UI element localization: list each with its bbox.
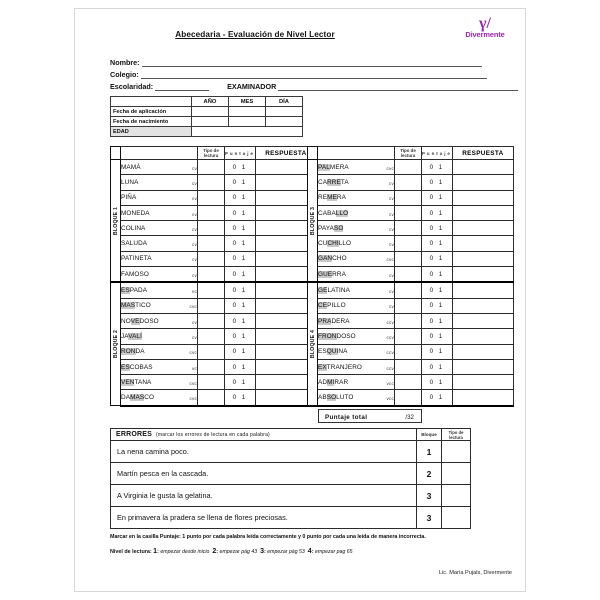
word-type: cv <box>389 304 394 310</box>
puntaje-cell[interactable]: 0 1 <box>225 251 256 266</box>
respuesta-cell[interactable] <box>452 190 513 205</box>
word-text: MAMÁ <box>121 163 141 171</box>
table-row <box>111 117 303 127</box>
table-row <box>308 267 514 283</box>
word-cell <box>318 298 395 313</box>
puntaje-cell[interactable]: 0 1 <box>422 267 453 283</box>
errores-title-cell <box>111 429 417 441</box>
word-cell <box>121 329 198 344</box>
puntaje-cell[interactable]: 0 1 <box>422 282 453 298</box>
footnote-levels-list: 1: empezar desde inicio 2: empezar pág 43 3: empezar pág 53 4: empezar pag 65 <box>153 548 353 555</box>
respuesta-cell[interactable] <box>452 236 513 251</box>
word-text: DAMASCO <box>121 394 155 402</box>
word-type: cvc <box>386 165 394 171</box>
tipo-lectura-cell[interactable] <box>395 251 422 266</box>
errores-sentence-1[interactable]: La nena camina poco. <box>111 441 417 463</box>
respuesta-cell[interactable] <box>452 175 513 190</box>
word-cell <box>318 359 395 374</box>
word-cell <box>318 313 395 328</box>
tipo-lectura-cell[interactable] <box>198 236 225 251</box>
word-cell <box>318 160 395 175</box>
word-type: vc <box>192 289 197 295</box>
word-type: cv <box>389 242 394 248</box>
field-colegio-input[interactable] <box>141 71 487 79</box>
word-cell <box>318 175 395 190</box>
table-row <box>111 190 317 205</box>
word-cell <box>318 190 395 205</box>
respuesta-cell[interactable] <box>452 359 513 374</box>
word-table-header-row <box>111 147 317 160</box>
puntaje-cell[interactable]: 0 1 <box>422 190 453 205</box>
errores-tipo-4[interactable] <box>442 507 471 529</box>
puntaje-cell[interactable]: 0 1 <box>225 344 256 359</box>
word-text: VENTANA <box>121 378 152 386</box>
word-text: ESPADA <box>121 287 148 295</box>
word-type: ccv <box>386 350 394 356</box>
puntaje-cell[interactable]: 0 1 <box>225 329 256 344</box>
word-cell <box>318 205 395 220</box>
block-label-cell <box>308 147 318 160</box>
table-row <box>308 282 514 298</box>
table-row <box>308 175 514 190</box>
field-escolaridad-label: Escolaridad: <box>110 82 154 91</box>
tipo-lectura-cell[interactable] <box>198 251 225 266</box>
puntaje-cell[interactable]: 0 1 <box>225 160 256 175</box>
errores-tipo-3[interactable] <box>442 485 471 507</box>
tipo-lectura-cell[interactable] <box>198 160 225 175</box>
table-row <box>308 344 514 359</box>
word-text: CEPILLO <box>318 302 346 310</box>
puntaje-header: Puntaje <box>422 147 453 160</box>
word-cell <box>121 282 198 298</box>
word-type: vc <box>192 365 197 371</box>
word-text: GUERRA <box>318 270 346 278</box>
tipo-lectura-cell[interactable] <box>198 221 225 236</box>
respuesta-cell[interactable] <box>452 205 513 220</box>
tipo-lectura-cell[interactable] <box>198 298 225 313</box>
puntaje-total-box <box>318 409 422 423</box>
puntaje-cell[interactable]: 0 1 <box>422 390 453 406</box>
word-type: cv <box>192 334 197 340</box>
word-text: FAMOSO <box>121 270 149 278</box>
errores-col-tipo: Tipo de lectura <box>442 429 471 441</box>
puntaje-cell[interactable]: 0 1 <box>422 313 453 328</box>
puntaje-cell[interactable]: 0 1 <box>225 190 256 205</box>
table-row <box>111 205 317 220</box>
tipo-lectura-cell[interactable] <box>395 175 422 190</box>
word-text: COLINA <box>121 224 146 232</box>
word-text: REMERA <box>318 194 346 202</box>
word-text: PAYASO <box>318 224 344 232</box>
date-row-aplicacion-mes[interactable] <box>229 107 266 117</box>
word-cell <box>121 359 198 374</box>
word-text: PIÑA <box>121 194 137 202</box>
puntaje-cell[interactable]: 0 1 <box>422 175 453 190</box>
word-type: cv <box>192 226 197 232</box>
puntaje-cell[interactable]: 0 1 <box>422 298 453 313</box>
word-type: cv <box>192 196 197 202</box>
word-type: cv <box>192 211 197 217</box>
respuesta-cell[interactable] <box>452 221 513 236</box>
respuesta-cell[interactable] <box>452 251 513 266</box>
word-text: CUCHILLO <box>318 240 352 248</box>
word-cell <box>318 282 395 298</box>
word-type: cv <box>389 226 394 232</box>
tipo-lectura-cell[interactable] <box>395 282 422 298</box>
tipo-lectura-cell[interactable] <box>198 313 225 328</box>
respuesta-cell[interactable] <box>452 298 513 313</box>
word-cell <box>318 375 395 390</box>
tipo-lectura-cell[interactable] <box>395 221 422 236</box>
word-cell <box>121 344 198 359</box>
footnote-levels-label: Nivel de lectura: <box>110 549 152 555</box>
date-row-edad-value[interactable] <box>192 127 303 137</box>
tipo-lectura-cell[interactable] <box>395 160 422 175</box>
puntaje-cell[interactable]: 0 1 <box>422 236 453 251</box>
errores-bloque-3: 3 <box>417 485 442 507</box>
table-row <box>308 298 514 313</box>
errores-tipo-1[interactable] <box>442 441 471 463</box>
table-row <box>308 313 514 328</box>
date-row-nacimiento-anio[interactable] <box>192 117 229 127</box>
table-row <box>111 251 317 266</box>
table-row <box>111 507 471 529</box>
puntaje-cell[interactable]: 0 1 <box>225 298 256 313</box>
respuesta-header: RESPUESTA <box>255 147 316 160</box>
date-row-nacimiento-dia[interactable] <box>266 117 303 127</box>
tipo-lectura-cell[interactable] <box>198 329 225 344</box>
table-row <box>111 221 317 236</box>
word-type: cvc <box>189 350 197 356</box>
word-cell <box>318 236 395 251</box>
word-type: cv <box>192 165 197 171</box>
word-cell <box>121 251 198 266</box>
word-cell <box>121 298 198 313</box>
respuesta-cell[interactable] <box>452 282 513 298</box>
date-header-blank <box>111 97 192 107</box>
puntaje-cell[interactable]: 0 1 <box>225 390 256 406</box>
tipo-lectura-cell[interactable] <box>198 267 225 283</box>
word-text: ESQUINA <box>318 348 348 356</box>
date-row-nacimiento-mes[interactable] <box>229 117 266 127</box>
table-row <box>308 160 514 175</box>
word-type: cv <box>192 272 197 278</box>
puntaje-header: Puntaje <box>225 147 256 160</box>
word-type: ccv <box>386 319 394 325</box>
errores-sentence-4[interactable]: En primavera la pradera se llena de flores preciosas. <box>111 507 417 529</box>
respuesta-cell[interactable] <box>452 344 513 359</box>
puntaje-cell[interactable]: 0 1 <box>422 221 453 236</box>
errores-sentence-3[interactable]: A Virginia le gusta la gelatina. <box>111 485 417 507</box>
word-cell <box>121 190 198 205</box>
page-title: Abecedaria - Evaluación de Nivel Lector <box>175 30 335 39</box>
field-examinador-label: EXAMINADOR <box>227 82 277 91</box>
word-cell <box>121 267 198 283</box>
word-type: cv <box>192 242 197 248</box>
tipo-header: Tipo de lectura <box>198 147 225 160</box>
errores-bloque-1: 1 <box>417 441 442 463</box>
puntaje-cell[interactable]: 0 1 <box>422 160 453 175</box>
errores-col-bloque: Bloque <box>417 429 442 441</box>
word-type: cv <box>192 180 197 186</box>
word-cell <box>318 221 395 236</box>
date-header-mes: MES <box>229 97 266 107</box>
errores-bloque-4: 3 <box>417 507 442 529</box>
word-cell <box>121 160 198 175</box>
puntaje-cell[interactable]: 0 1 <box>422 344 453 359</box>
word-cell <box>121 221 198 236</box>
block-label-bloque-2: BLOQUE 2 <box>111 282 121 405</box>
tipo-lectura-cell[interactable] <box>198 205 225 220</box>
date-table-header-row <box>111 97 303 107</box>
errores-header-row <box>111 429 471 441</box>
word-cell <box>121 375 198 390</box>
puntaje-cell[interactable]: 0 1 <box>225 282 256 298</box>
tipo-lectura-cell[interactable] <box>395 375 422 390</box>
errores-table <box>110 428 471 529</box>
word-cell <box>318 344 395 359</box>
puntaje-cell[interactable]: 0 1 <box>422 251 453 266</box>
block-label-bloque-4: BLOQUE 4 <box>308 282 318 405</box>
puntaje-cell[interactable]: 0 1 <box>225 205 256 220</box>
table-row <box>111 236 317 251</box>
tipo-lectura-cell[interactable] <box>198 375 225 390</box>
field-escolaridad-input[interactable] <box>155 83 209 91</box>
respuesta-cell[interactable] <box>452 390 513 406</box>
tipo-lectura-cell[interactable] <box>395 329 422 344</box>
tipo-lectura-cell[interactable] <box>395 236 422 251</box>
field-examinador-input[interactable] <box>278 83 518 91</box>
word-type: cv <box>389 211 394 217</box>
table-row <box>111 329 317 344</box>
word-cell <box>318 329 395 344</box>
respuesta-cell[interactable] <box>452 267 513 283</box>
errores-sentence-2[interactable]: Martín pesca en la cascada. <box>111 463 417 485</box>
field-nombre-input[interactable] <box>142 59 482 67</box>
word-type: cv <box>192 319 197 325</box>
word-cell <box>121 313 198 328</box>
word-table-right <box>307 146 514 407</box>
table-row <box>111 282 317 298</box>
tipo-lectura-cell[interactable] <box>198 390 225 406</box>
word-type: cv <box>389 272 394 278</box>
word-text: PATINETA <box>121 255 152 263</box>
table-row <box>308 236 514 251</box>
date-row-aplicacion-label: Fecha de aplicación <box>111 107 192 117</box>
word-cell <box>318 390 395 406</box>
puntaje-cell[interactable]: 0 1 <box>225 221 256 236</box>
word-cell <box>318 267 395 283</box>
word-text: JAVALÍ <box>121 332 142 340</box>
word-type: vcc <box>386 396 394 402</box>
table-row <box>111 313 317 328</box>
signature: Lic. María Pujals, Divermente <box>438 570 512 576</box>
word-type: ccv <box>386 365 394 371</box>
table-row <box>308 329 514 344</box>
word-text: NOVEDOSO <box>121 317 159 325</box>
tipo-lectura-cell[interactable] <box>198 359 225 374</box>
respuesta-header: RESPUESTA <box>452 147 513 160</box>
respuesta-cell[interactable] <box>452 375 513 390</box>
table-row <box>308 359 514 374</box>
word-cell <box>121 236 198 251</box>
date-header-dia: DÍA <box>266 97 303 107</box>
table-row <box>111 175 317 190</box>
tipo-lectura-cell[interactable] <box>395 359 422 374</box>
table-row <box>111 441 471 463</box>
footnote-levels <box>110 548 353 555</box>
table-row <box>308 205 514 220</box>
date-row-nacimiento-label: Fecha de nacimiento <box>111 117 192 127</box>
word-text: MASTICO <box>121 302 151 310</box>
word-type: cvc <box>189 396 197 402</box>
tipo-lectura-cell[interactable] <box>395 190 422 205</box>
field-nombre <box>110 58 482 67</box>
word-header <box>318 147 395 160</box>
word-cell <box>121 205 198 220</box>
block-label-bloque-1: BLOQUE 1 <box>111 160 121 283</box>
puntaje-cell[interactable]: 0 1 <box>225 313 256 328</box>
errores-tipo-2[interactable] <box>442 463 471 485</box>
table-row <box>111 267 317 283</box>
puntaje-cell[interactable]: 0 1 <box>225 359 256 374</box>
table-row <box>308 190 514 205</box>
logo-mark-icon: γ/ <box>479 15 491 32</box>
table-row <box>111 160 317 175</box>
word-header <box>121 147 198 160</box>
tipo-lectura-cell[interactable] <box>198 344 225 359</box>
respuesta-cell[interactable] <box>452 329 513 344</box>
tipo-lectura-cell[interactable] <box>395 313 422 328</box>
word-type: cv <box>389 289 394 295</box>
word-type: cvc <box>189 304 197 310</box>
date-row-aplicacion-dia[interactable] <box>266 107 303 117</box>
word-text: GANCHO <box>318 255 347 263</box>
block-label-cell <box>111 147 121 160</box>
table-row <box>111 107 303 117</box>
field-colegio-label: Colegio: <box>110 70 139 79</box>
tipo-lectura-cell[interactable] <box>198 282 225 298</box>
table-row <box>308 221 514 236</box>
puntaje-total-value[interactable]: /32 <box>405 413 414 421</box>
table-row <box>111 463 471 485</box>
respuesta-cell[interactable] <box>452 313 513 328</box>
word-text: MONEDA <box>121 209 150 217</box>
tipo-lectura-cell[interactable] <box>198 190 225 205</box>
word-text: PALMERA <box>318 163 349 171</box>
table-row <box>111 344 317 359</box>
word-cell <box>318 251 395 266</box>
word-table-header-row <box>308 147 514 160</box>
puntaje-cell[interactable]: 0 1 <box>225 175 256 190</box>
date-row-aplicacion-anio[interactable] <box>192 107 229 117</box>
tipo-lectura-cell[interactable] <box>395 344 422 359</box>
tipo-lectura-cell[interactable] <box>395 205 422 220</box>
word-type: ccv <box>386 334 394 340</box>
table-row <box>111 390 317 406</box>
table-row <box>111 375 317 390</box>
word-text: GELATINA <box>318 287 350 295</box>
word-text: ADMIRAR <box>318 378 349 386</box>
logo-name: Divermente <box>465 30 505 39</box>
word-text: CABALLO <box>318 209 349 217</box>
table-row <box>111 127 303 137</box>
word-text: FRONDOSO <box>318 332 356 340</box>
field-escolaridad <box>110 82 518 91</box>
word-text: RONDA <box>121 348 145 356</box>
word-text: ABSOLUTO <box>318 394 354 402</box>
puntaje-cell[interactable]: 0 1 <box>422 359 453 374</box>
puntaje-cell[interactable]: 0 1 <box>422 375 453 390</box>
puntaje-cell[interactable]: 0 1 <box>422 329 453 344</box>
footnote-scoring: Marcar en la casilla Puntaje: 1 punto por cada palabra leída correctamente y 0 punto por cada una leída de manera incorrecta. <box>110 534 426 540</box>
table-row <box>111 485 471 507</box>
word-type: cvc <box>189 380 197 386</box>
word-text: PRADERA <box>318 317 350 325</box>
puntaje-total-label: Puntaje total <box>325 413 368 421</box>
word-text: CARRETA <box>318 178 349 186</box>
field-nombre-label: Nombre: <box>110 58 140 67</box>
word-cell <box>121 175 198 190</box>
tipo-lectura-cell[interactable] <box>395 298 422 313</box>
word-cell <box>121 390 198 406</box>
tipo-lectura-cell[interactable] <box>395 267 422 283</box>
table-row <box>111 298 317 313</box>
word-type: cv <box>389 180 394 186</box>
divermente-logo <box>455 15 515 39</box>
table-row <box>111 359 317 374</box>
table-row <box>308 390 514 406</box>
date-row-edad-label: EDAD <box>111 127 192 137</box>
date-header-anio: AÑO <box>192 97 229 107</box>
word-type: cv <box>192 257 197 263</box>
block-label-bloque-3: BLOQUE 3 <box>308 160 318 283</box>
word-text: LUNA <box>121 178 139 186</box>
date-table <box>110 96 303 137</box>
word-table-left <box>110 146 317 407</box>
respuesta-cell[interactable] <box>452 160 513 175</box>
errores-subtitle: (marcar los errores de lectura en cada palabra) <box>156 432 270 438</box>
word-type: cvc <box>386 257 394 263</box>
tipo-lectura-cell[interactable] <box>395 390 422 406</box>
tipo-lectura-cell[interactable] <box>198 175 225 190</box>
puntaje-cell[interactable]: 0 1 <box>422 205 453 220</box>
table-row <box>308 375 514 390</box>
table-row <box>308 251 514 266</box>
word-type: vcc <box>386 380 394 386</box>
word-text: SALUDA <box>121 240 148 248</box>
word-type: cv <box>389 196 394 202</box>
tipo-header: Tipo de lectura <box>395 147 422 160</box>
puntaje-cell[interactable]: 0 1 <box>225 267 256 283</box>
puntaje-cell[interactable]: 0 1 <box>225 375 256 390</box>
word-text: ESCOBAS <box>121 363 153 371</box>
puntaje-cell[interactable]: 0 1 <box>225 236 256 251</box>
errores-title: ERRORES <box>116 431 153 438</box>
field-colegio <box>110 70 487 79</box>
word-text: EXTRANJERO <box>318 363 362 371</box>
errores-bloque-2: 2 <box>417 463 442 485</box>
